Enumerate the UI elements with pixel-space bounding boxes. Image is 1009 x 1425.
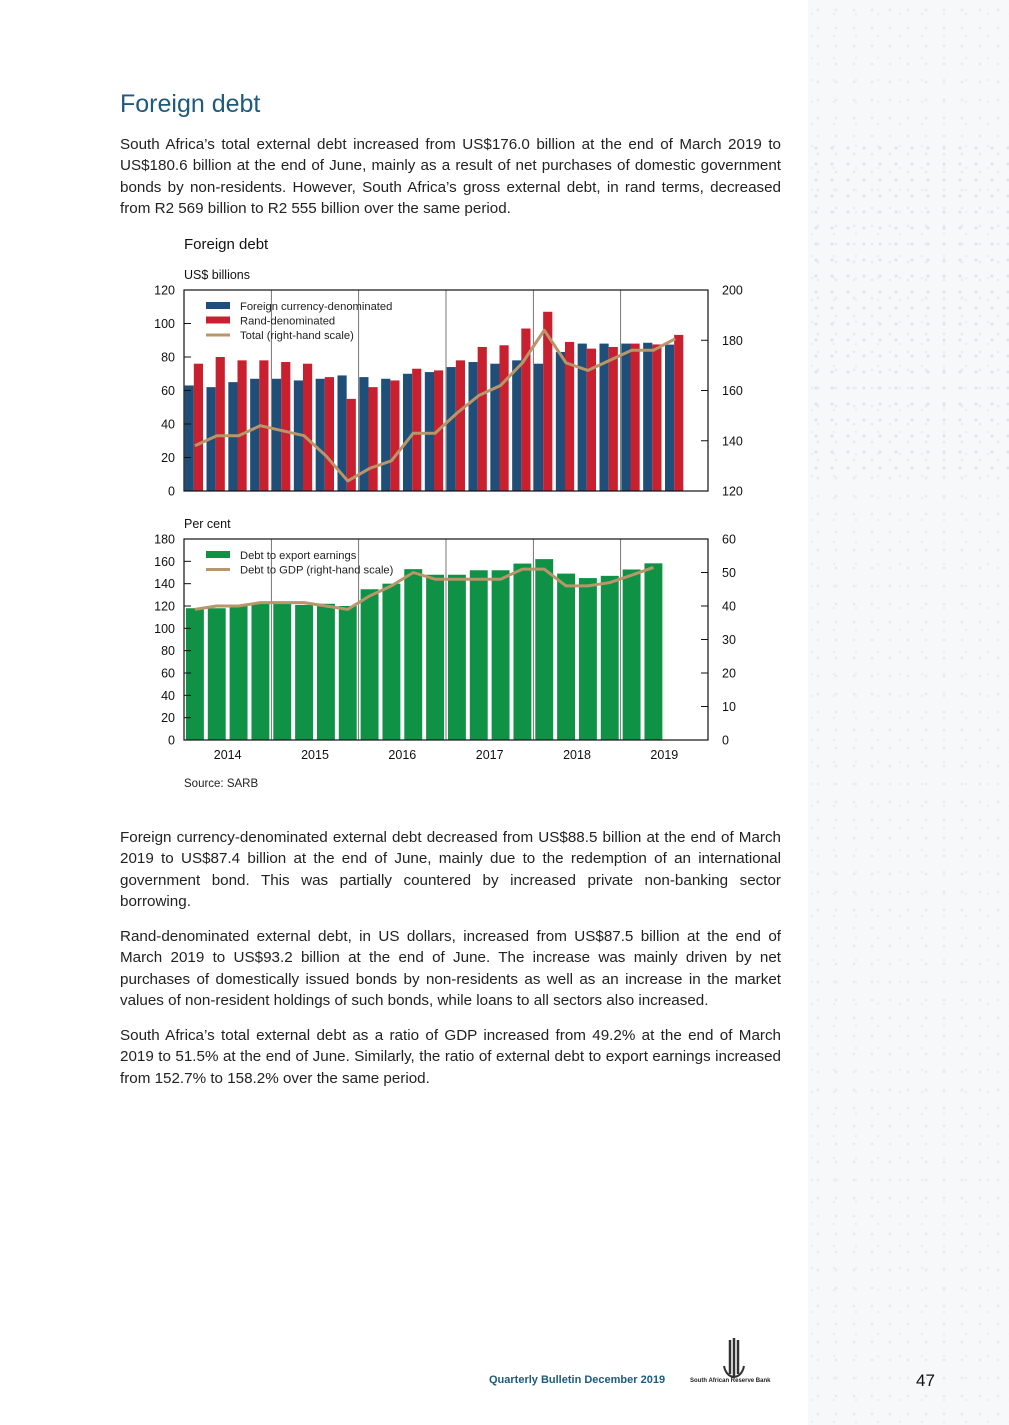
page-number: 47 (916, 1371, 935, 1390)
bar-debt-to-export (404, 569, 422, 740)
intro-paragraph: South Africa’s total external debt increased from US$176.0 billion at the end of March 2019 to US$180.6 billion at the end of June, mainly as a result of net purchases of domestic government bonds by non-residents. However, South Africa’s gross external debt, in rand terms, decreased from R2 569 billion to R2 555 billion over the same period. (120, 136, 781, 218)
right-axis-tick-label: 120 (722, 484, 743, 499)
x-axis-year-label: 2015 (301, 748, 329, 762)
right-axis-tick-label: 200 (722, 283, 743, 298)
bar-debt-to-export (579, 578, 597, 740)
right-axis-tick-label: 0 (722, 733, 729, 748)
bar-debt-to-export (513, 564, 531, 740)
x-axis-year-label: 2014 (213, 748, 242, 762)
bar-debt-to-export (382, 584, 400, 740)
right-axis-tick-label: 30 (722, 633, 736, 647)
bar-debt-to-export (535, 559, 553, 740)
legend-label: Foreign currency-denominated (240, 301, 393, 313)
left-axis-tick-label: 100 (154, 621, 175, 636)
legend-label: Total (right-hand scale) (240, 330, 354, 342)
right-axis-tick-label: 60 (722, 532, 736, 547)
paragraph-2: Rand-denominated external debt, in US dollars, increased from US$87.5 billion at the end of March 2019 to US$93.2 billion at the end of June. The increase was mainly driven by net purchases of domestically issued bonds by non-residents as well as an increase in the market values of non-resident holdings of such bonds, while loans to all sectors also increased. (120, 928, 781, 1010)
bar-debt-to-export (426, 575, 444, 740)
left-axis-tick-label: 20 (161, 451, 175, 465)
figure-source: Source: SARB (184, 778, 259, 790)
page-heading: Foreign debt (120, 90, 261, 118)
left-axis-tick-label: 40 (161, 688, 175, 703)
chart1-ylabel: US$ billions (184, 268, 251, 282)
x-axis-year-label: 2016 (388, 748, 417, 762)
bar-debt-to-export (623, 569, 641, 740)
right-axis-tick-label: 40 (722, 599, 736, 614)
bar-debt-to-export (208, 608, 226, 740)
legend-label: Rand-denominated (240, 315, 336, 328)
left-axis-tick-label: 120 (154, 283, 175, 298)
left-axis-tick-label: 140 (154, 577, 175, 592)
bar-debt-to-export (339, 606, 357, 740)
bar-debt-to-export (601, 576, 619, 740)
left-axis-tick-label: 180 (154, 532, 175, 547)
figure-title: Foreign debt (184, 236, 269, 253)
paragraph-1: Foreign currency-denominated external debt decreased from US$88.5 billion at the end of March 2019 to US$87.4 billion at the end of June, mainly due to the redemption of an international government bond. This was partially countered by increased private non-banking sector borrowing. (120, 829, 781, 911)
bar-debt-to-export (295, 605, 313, 740)
left-axis-tick-label: 0 (168, 733, 175, 748)
left-axis-tick-label: 20 (161, 711, 175, 726)
x-axis-year-label: 2019 (650, 748, 679, 762)
left-axis-tick-label: 0 (168, 484, 175, 499)
right-axis-tick-label: 10 (722, 700, 736, 714)
legend-swatch (206, 551, 230, 558)
left-axis-tick-label: 60 (161, 384, 175, 398)
right-axis-tick-label: 180 (722, 333, 743, 348)
legend-label: Debt to GDP (right-hand scale) (240, 564, 394, 577)
bar-debt-to-export (492, 570, 510, 740)
x-axis-year-label: 2018 (563, 748, 591, 762)
right-axis-tick-label: 140 (722, 434, 743, 449)
left-axis-tick-label: 60 (161, 666, 175, 681)
left-axis-tick-label: 160 (154, 554, 175, 569)
chart2-ylabel: Per cent (184, 517, 231, 531)
bar-debt-to-export (644, 563, 662, 740)
left-axis-tick-label: 80 (161, 644, 175, 659)
footer-publication: Quarterly Bulletin December 2019 (489, 1374, 666, 1386)
right-axis-tick-label: 20 (722, 666, 736, 681)
footer-bank-name: South African Reserve Bank (690, 1378, 771, 1384)
bar-debt-to-export (448, 575, 466, 740)
left-axis-tick-label: 120 (154, 599, 175, 614)
bar-debt-to-export (317, 604, 335, 740)
paragraph-3: South Africa’s total external debt as a ratio of GDP increased from 49.2% at the end of March 2019 to 51.5% at the end of June. Similarly, the ratio of external debt to export earnings increased from 152.7% to 158.2% over the same period. (120, 1027, 781, 1087)
bar-debt-to-export (273, 604, 291, 740)
bar-debt-to-export (251, 604, 269, 740)
right-axis-tick-label: 160 (722, 384, 743, 398)
bar-debt-to-export (361, 589, 379, 740)
bar-debt-to-export (470, 570, 488, 740)
left-axis-tick-label: 100 (154, 317, 175, 331)
bar-debt-to-export (557, 574, 575, 740)
bar-debt-to-export (230, 606, 248, 740)
x-axis-year-label: 2017 (475, 748, 504, 762)
right-axis-tick-label: 50 (722, 566, 736, 580)
left-axis-tick-label: 40 (161, 417, 175, 432)
legend-label: Debt to export earnings (240, 550, 357, 562)
left-axis-tick-label: 80 (161, 350, 175, 365)
